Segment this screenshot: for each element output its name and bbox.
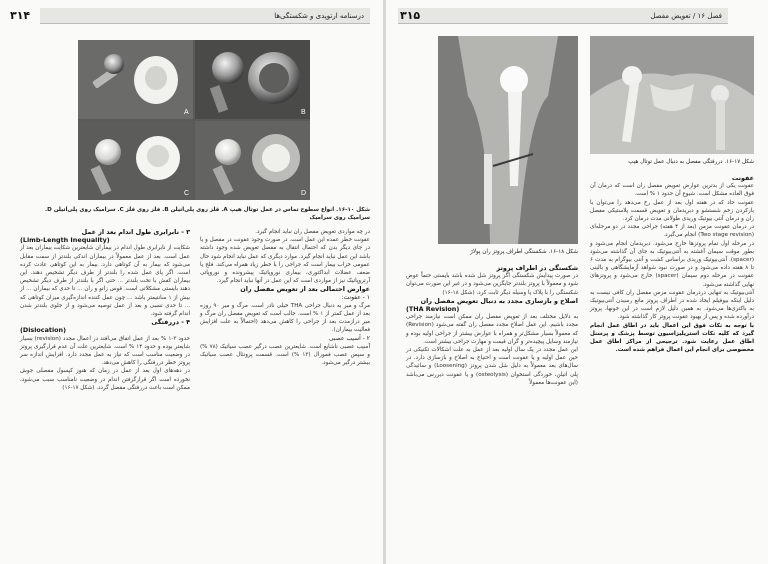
paragraph: مرگ و میر به دنبال جراحی THA خیلی نادر است. مرگ و میر ۹۰ روزه بعد از عمل کمتر از ۱ % است. جالب است که تعویض مفصل ران مرگ و میر درازمدت بعد از جراحی را کاهش می‌دهد (احتمالاً به علت افزایش فعالیت بیماران).	[200, 302, 370, 334]
left-running-header	[40, 8, 370, 24]
right-running-header	[398, 8, 728, 24]
right-page-column-right	[590, 174, 754, 354]
section-heading: عفونت	[731, 174, 754, 182]
left-page-number: ۳۱۴	[10, 9, 31, 22]
paragraph: آسیب عصبی ناشایع است. شایعترین عصب درگیر عصب سیاتیک (۷۸ %) و سپس عصب فمورال (۱۳ %) است. قسمت پرونئال عصب سیاتیک بیشتر درگیر می‌شود.	[200, 343, 370, 367]
right-page-number: ۳۱۵	[400, 9, 421, 22]
right-figure1-caption: شکل ۱۷-۱۶. دررفتگی مفصل به دنبال عمل توتال هیپ	[628, 159, 754, 165]
xray-fracture-svg	[438, 36, 578, 244]
section-heading: اصلاح و بازسازی مجدد به دنبال تعویض مفصل ران	[420, 296, 578, 305]
paragraph: در صورت پیدایش شکستگی اگر پروتز شل شده باشد بایستی حتماً عوض شود و معمولاً با پروتز بلندتر جایگزین می‌شود و در غیر این صورت می‌توان شکستگی را با پلاک یا وسیله دیگر ثابت کرد. (شکل ۱۸-۱۶)	[406, 273, 578, 296]
xray-dislocation-svg	[590, 36, 754, 154]
paragraph: در مرحله اول تمام پروتزها خارج می‌شود. دبریدمان انجام می‌شود و بطور موقت سیمان آغشته به آنتی‌بیوتیک به جای آن گذاشته می‌شود (spacer). آنتی‌بیوتیک وریدی براساس کشت و آنتی بیوگرام به مدت ۶ تا ۸ هفته داده می‌شود و در صورت نبود شواهد آزمایشگاهی و بالینی عفونت در مرحله دوم سیمان (spacer) خارج می‌شود و پروتزهای نهایی گذاشته می‌شود.	[590, 240, 755, 288]
paragraph: حدود ۳-۱ % بعد از عمل اتفاق می‌افتد در اعمال مجدد (revision) بسیار شایعتر بوده و حدود ۱۴ % است. شایعترین علت آن عدم قرارگیری پروتز در وضعیت مناسب است که نیاز به عمل مجدد دارد. افزایش اندازه سر پروتز خطر دررفتگی را کاهش می‌دهد.	[20, 335, 190, 367]
paragraph: به دلایل مختلف بعد از تعویض مفصل ران ممکن است نیازمند جراحی مجدد باشیم. این عمل اصلاح مجدد مفصل ران گفته می‌شود (Revision) که معمولاً بسیار مشکل‌تر و همراه با عوارض بیشتر از جراحی اولیه بوده و نیازمند وسایل پیچیده‌تر و گران قیمت و مهارت جراحی بیشتر است.	[406, 314, 578, 345]
section-heading-en: (THA Revision)	[406, 305, 460, 314]
left-page	[0, 0, 383, 564]
paragraph: آنتی‌بیوتیک به تنهایی دردرمان عفونت مزمن مفصل ران کافی نیست به دلیل اینکه بیوفیلم ایجاد شده در اطراف پروتز مانع رسیدن آنتی‌بیوتیک به باکتری‌ها می‌شود. به همین دلیل لازم است در این خونها، پروتز درآورده شده و پس از بهبود عفونت پروتز کار گذاشته شود.	[590, 289, 754, 321]
section-heading: عوارض احتمالی بعد از تعویض مفصل ران	[240, 285, 370, 294]
paragraph: عفونت حاد که در هفته اول بعد از عمل رخ می‌دهد را می‌توان با بازکردن زخم شستشو و دبریدمان و تعویض قسمت پلاستیکی مفصل ران و درمان آنتی بیوتیک وریدی طولانی مدت درمان کرد.	[590, 199, 754, 223]
paragraph: عفونت خطر عمده این عمل است. در صورت وجود عفونت در مفصل و یا در جای دیگر بدن که احتمال انتقال به مفصل تعویض شده وجود داشته باشد این عمل نباید انجام گیرد. موارد دیگری که عمل نباید انجام شود حال عمومی خراب بیمار است که جراحی را با خطر زیاد همراه می‌کند. فلج یا ضعف عضلات ابداکتوری، بیماری نوروپاتیک پیشرونده و نوروپاتی آرتروپاتیک نیز از مواردی است که این عمل در آنها نباید انجام گیرد.	[200, 237, 370, 285]
paragraph: عفونت یکی از بدترین عوارض تعویض مفصل ران است که درمان آن فوق العاده مشکل است. شیوع آن حدود ۱ % است.	[590, 183, 754, 198]
figure-label-a: A	[184, 109, 189, 116]
paragraph: در چه مواردی تعویض مفصل ران نباید انجام گیرد.	[255, 229, 370, 235]
left-header-title: درسنامه ارتوپدی و شکستگی‌ها	[274, 12, 364, 20]
paragraph: این عمل مجدد در یک سال اولیه بعد از عمل به علت اشکالات تکنیکی در حین عمل اولیه و یا عفونت است و احتیاج به اصلاح و بازسازی دارد. در سال‌های بعد معمولاً به دلیل شل شدن پروتز (Loosening) و سائیدگی پلی اتیلن، خوردگی استخوان (osteolysis) و یا عفونت دیررس می‌باشد (این عفونت‌ها معمولاً	[406, 347, 578, 386]
figure-label-d: D	[301, 190, 307, 197]
section-heading: ۳ - نابرابری طول اندام بعد از عمل	[81, 228, 190, 236]
subheading: ۲ - آسیب عصبی	[328, 334, 370, 342]
xray-fracture-figure	[438, 36, 578, 244]
left-page-column-right	[200, 228, 370, 367]
left-figure-caption: شکل ۱۰-۱۶. انواع سطوح تماس در عمل توتال هیپ A. فلز روی پلی‌اتیلن B. فلز روی فلز C. سرامیک روی پلی‌اتیلن D. سرامیک روی سرامیک	[45, 207, 370, 221]
paragraph-emphasis: با توجه به نکات فوق این اعمال باید در اطاق عمل انجام گیرد که کلیه نکات استریلیزاسیون توسط پزشک و پرسنل اطاق عمل رعایت شود. ترجیحی از مراکز اطاق عمل مخصوصی برای انجام این اعمال فراهم شده است.	[590, 322, 754, 354]
paragraph: در دهه‌های اول بعد از عمل در زمان که هنوز کپسول مفصلی جوش نخورده است اگر قرارگرفتن اندام در وضعیت نامناسب سبب می‌شود، ممکن است باعث دررفتگی مفصل گردد. (شکل ۱۷-۱۶)	[20, 368, 190, 391]
xray-dislocation-figure	[590, 36, 754, 154]
paragraph: در درمان عفونت مزمن (بعد از ۴ هفته) جراحی مجدد در دو مرحله‌ای (Two stage revision) انجام می‌گیرد.	[590, 224, 755, 239]
section-heading: ۴ - دررفتگی	[151, 318, 190, 327]
implant-photo-svg	[78, 40, 310, 200]
right-figure2-caption: شکل ۱۸-۱۶. شکستگی اطراف پروتز ران پولاژ	[470, 249, 578, 255]
section-heading-en: (Dislocation)	[20, 326, 67, 335]
right-page	[386, 0, 768, 564]
left-page-column-left	[20, 228, 190, 392]
right-header-title: فصل ۱۶ / تعویض مفصل	[650, 12, 722, 20]
subheading: ۱ - عفونت:	[341, 293, 370, 301]
figure-label-c: C	[184, 190, 190, 197]
paragraph: شکایت از نابرابری طول اندام در بیماران شایعترین شکایت بیماران بعد از عمل است. بعد از عمل معمولاً در بیماران اندکی بلندتر از سمت مقابل می‌شود که بیمار به آن کوتاهی دارد. بیمار به این کوتاهی عادت کرده است. اگر پای عمل شده را بلندتر از طرف دیگر تشخیص دهند. این بیماران کفش با تخت بلندتر ... حتی اگر با بلندتر از طرف دیگر تشخیص دهند بایستی مشکلاتی است. قوس زانو و ران ... تا حدی که بیماران ... از بیش از ۱ سانتیمتر باشد ... چون عمل کننده اندازه‌گیری میزان کوتاهی که ... تا حدی نسبی و بعد از عمل توصیه می‌شود و از جلوی بلندتر شدن اندام گرفته شود.	[20, 245, 190, 318]
figure-label-b: B	[301, 109, 306, 116]
section-heading: شکستگی در اطراف پروتز	[496, 264, 578, 272]
right-page-column-left	[406, 264, 578, 387]
implant-photo-grid	[78, 40, 310, 200]
section-heading-en: (Limb-Length Inequality)	[20, 236, 110, 245]
